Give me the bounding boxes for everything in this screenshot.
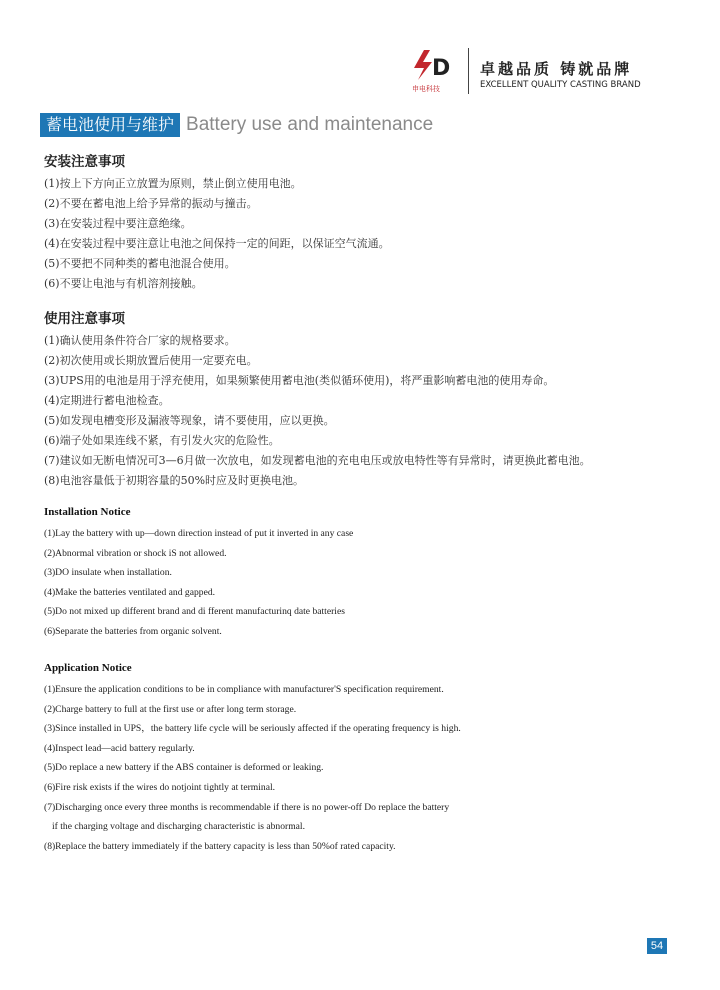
use-list-cn	[44, 331, 591, 491]
page-number: 54	[647, 938, 667, 954]
logo-text: 申电科技	[412, 85, 440, 93]
use-title-en: Application Notice	[44, 662, 132, 674]
use-title-cn: 使用注意事项	[44, 311, 125, 327]
list-item: (2)Charge battery to full at the first use or after long term storage.	[44, 703, 297, 715]
company-logo	[410, 48, 462, 96]
list-item: (6)不要让电池与有机溶剂接触。	[44, 277, 203, 290]
list-item: (8)Replace the battery immediately if the battery capacity is less than 50%of rated capacity.	[44, 840, 396, 852]
header-divider	[468, 48, 469, 94]
list-item: (5)Do not mixed up different brand and di fferent manufacturinq date batteries	[44, 606, 345, 618]
list-item: (5)不要把不同种类的蓄电池混合使用。	[44, 257, 236, 270]
list-item: (6)Fire risk exists if the wires do notjoint tightly at terminal.	[44, 781, 276, 793]
list-item: (4)在安装过程中要注意让电池之间保持一定的间距，以保证空气流通。	[44, 237, 390, 250]
list-item: (5)如发现电槽变形及漏液等现象，请不要使用，应以更换。	[44, 414, 335, 427]
slogan-chinese: 卓越品质 铸就品牌	[480, 60, 633, 78]
list-item: (3)在安装过程中要注意绝缘。	[44, 217, 192, 230]
install-notice-cn	[44, 150, 390, 294]
list-item: (2)Abnormal vibration or shock iS not allowed.	[44, 547, 227, 559]
list-item: (3)UPS用的电池是用于浮充使用，如果频繁使用蓄电池(类似循环使用)，将严重影响蓄电池的使用寿命。	[44, 374, 555, 387]
list-item: (2)不要在蓄电池上给予异常的振动与撞击。	[44, 197, 258, 210]
svg-text:D: D	[432, 56, 451, 81]
banner-title-english: Battery use and maintenance	[186, 114, 434, 135]
list-item: (1)Ensure the application conditions to be in compliance with manufacturer'S specification requirement.	[44, 684, 444, 695]
use-notice-en	[44, 662, 461, 856]
list-item: (6)端子处如果连线不紧，有引发火灾的危险性。	[44, 434, 280, 447]
list-item: (5)Do replace a new battery if the ABS container is deformed or leaking.	[44, 762, 324, 774]
install-list-cn	[44, 174, 390, 294]
header	[410, 46, 680, 98]
list-item: (7)建议如无断电情况可3—6月做一次放电，如发现蓄电池的充电电压或放电特性等有异常时，请更换此蓄电池。	[44, 454, 591, 467]
install-list-en	[44, 524, 353, 642]
banner-title-chinese: 蓄电池使用与维护	[40, 113, 180, 137]
list-item: if the charging voltage and discharging characteristic is abnormal.	[52, 821, 305, 833]
list-item: (8)电池容量低于初期容量的50%时应及时更换电池。	[44, 474, 305, 487]
list-item: (4)Inspect lead—acid battery regularly.	[44, 742, 195, 754]
list-item: (1)按上下方向正立放置为原则，禁止倒立使用电池。	[44, 177, 302, 190]
install-title-cn: 安装注意事项	[44, 154, 125, 170]
list-item: (6)Separate the batteries from organic solvent.	[44, 625, 222, 637]
list-item: (3)DO insulate when installation.	[44, 567, 172, 579]
logo-icon	[410, 48, 454, 82]
install-notice-en	[44, 506, 353, 642]
list-item: (3)Since installed in UPS，the battery life cycle will be seriously affected if the operating frequency is high.	[44, 723, 461, 735]
list-item: (4)Make the batteries ventilated and gapped.	[44, 586, 216, 598]
list-item: (2)初次使用或长期放置后使用一定要充电。	[44, 354, 258, 367]
list-item: (4)定期进行蓄电池检查。	[44, 394, 170, 407]
use-notice-cn	[44, 307, 591, 491]
list-item: (7)Discharging once every three months is recommendable if there is no power-off Do replace the battery	[44, 801, 450, 813]
section-banner	[40, 113, 433, 137]
slogan-english: EXCELLENT QUALITY CASTING BRAND	[480, 80, 641, 90]
list-item: (1)确认使用条件符合厂家的规格要求。	[44, 334, 236, 347]
install-title-en: Installation Notice	[44, 506, 131, 518]
use-list-en	[44, 680, 461, 856]
list-item: (1)Lay the battery with up—down direction instead of put it inverted in any case	[44, 528, 354, 539]
